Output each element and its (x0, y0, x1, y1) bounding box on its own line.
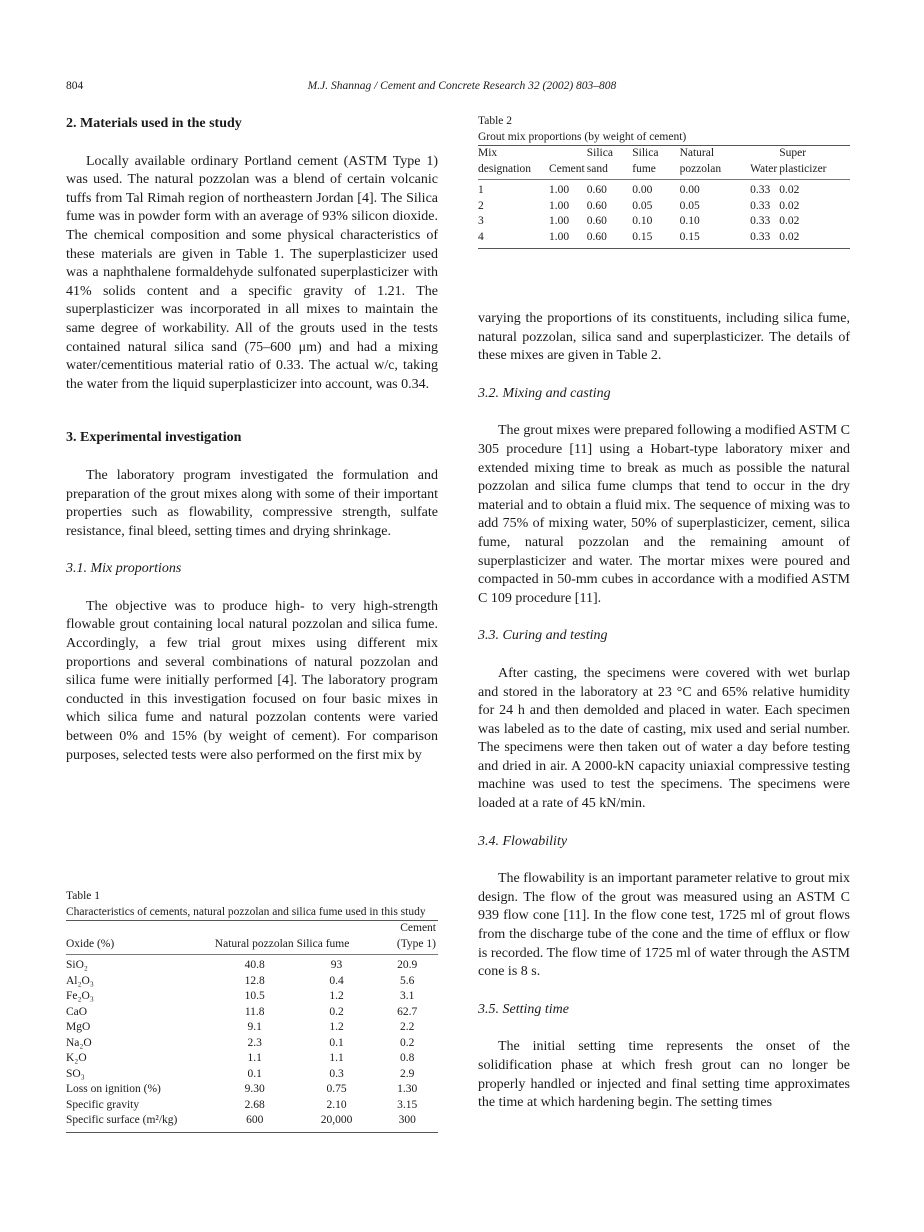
table-cell: 2 (478, 199, 484, 212)
table-cell: 5.6 (400, 974, 415, 987)
table-row (66, 974, 438, 990)
paragraph: The laboratory program investigated the formulation and preparation of the grout mixes along with some of their important properties such as flowability, compressive strength, sulfate resistance, final bleed, setting times and drying shrinkage. (66, 467, 438, 539)
column-header: Natural pozzolan (214, 937, 294, 950)
table-cell: 93 (330, 959, 343, 971)
section-heading: 2. Materials used in the study (66, 116, 242, 131)
right-column (478, 310, 850, 1113)
table-cell: 0.02 (779, 199, 800, 212)
table-row (66, 1036, 438, 1052)
left-column-top (66, 115, 438, 765)
page-number: 804 (66, 80, 84, 92)
column-header: Natural pozzolan (679, 147, 722, 175)
table-cell: 2.2 (400, 1021, 415, 1033)
table-cell: 2.68 (244, 1098, 265, 1111)
table-row (478, 199, 850, 215)
table-cell: 0.33 (750, 215, 771, 227)
table-cell: 0.3 (329, 1067, 344, 1080)
table-cell: 0.60 (586, 215, 607, 227)
column-header: Silica sand (586, 147, 613, 175)
table-row (66, 1005, 438, 1021)
table-cell: 3.1 (400, 990, 415, 1002)
table-cell: 20.9 (397, 959, 418, 971)
table-cell: 2.10 (326, 1098, 347, 1111)
table-cell: CaO (66, 1005, 88, 1018)
table-cell: Al₂O₃ (66, 974, 94, 987)
table-cell: Na₂O (66, 1036, 92, 1049)
table-cell: 0.60 (586, 199, 607, 212)
table-cell: 1.1 (247, 1052, 262, 1064)
table-cell: 0.2 (329, 1005, 344, 1018)
table-cell: 2.3 (247, 1036, 262, 1049)
table-cell: 0.60 (586, 230, 607, 243)
table-cell: 1.00 (548, 184, 570, 196)
table-cell: 0.02 (779, 184, 800, 196)
table-cell: Specific gravity (66, 1098, 140, 1111)
table-row (66, 1067, 438, 1083)
table-row (66, 1098, 438, 1114)
table-cell: 3 (478, 215, 484, 227)
table-cell: 0.05 (632, 199, 653, 212)
table-label: Table 2 (478, 115, 513, 127)
column-header: Oxide (%) (66, 937, 115, 950)
column-header: Water (750, 162, 778, 175)
paragraph: Locally available ordinary Portland cement (ASTM Type 1) was used. The natural pozzolan was a blend of certain volcanic tuffs from Tal Rimah region of northeastern Jordan [4]. The Silica fume was in powder form with an average of 93% silicon dioxide. The chemical composition and some physical characteristics of these materials are given in Table 1. The superplasticizer used was a naphthalene formaldehyde sulfonated superplasticizer with 41% solids content and a specific gravity of 1.21. The superplasticizer was incorporated in all mixes to maintain the same degree of workability. All of the grouts used in the tests contained natural silica sand (75–600 μm) and had a mixing water/cementitious material ratio of 0.33. The actual w/c, taking the water from the liquid superplasticizer into account, was 0.34. (66, 153, 438, 392)
table-cell: 1.30 (397, 1083, 418, 1095)
table-cell: 0.2 (400, 1036, 415, 1049)
table-cell: 0.33 (750, 230, 771, 243)
column-header: Cement (548, 162, 585, 175)
table-row (66, 989, 438, 1005)
table-cell: 1.00 (548, 230, 570, 243)
paragraph: After casting, the specimens were covered with wet burlap and stored in the laboratory at 23 °C and 65% relative humidity for 24 h and then demolded and placed in water. Each specimen was labeled as to the date of casting, mix used and serial number. The specimens were then taken out of water a day before testing and dried in air. A 2000-kN capacity uniaxial compressive testing machine was used to test the specimens. The specimens were loaded at a rate of 45 kN/min. (478, 665, 850, 812)
column-header: Super plasticizer (779, 147, 827, 175)
table-cell: 1.2 (329, 990, 344, 1002)
column-header: Silica fume (296, 937, 350, 950)
table-cell: 0.15 (632, 230, 653, 243)
table-cell: 0.05 (679, 199, 700, 212)
table-cell: 12.8 (244, 974, 265, 987)
table-row (66, 1051, 438, 1067)
table-row (478, 180, 850, 199)
table-cell: 40.8 (244, 959, 265, 971)
running-title: M.J. Shannag / Cement and Concrete Research 32 (2002) 803–808 (307, 80, 617, 92)
table-cell: 1.00 (548, 199, 570, 212)
table-cell: 4 (478, 230, 484, 243)
table-cell: 600 (246, 1114, 264, 1126)
paragraph: The grout mixes were prepared following a modified ASTM C 305 procedure [11] using a Hobart-type laboratory mixer and extended mixing time to break as much as possible the natural pozzolan and silica fume clumps that tend to occur in the dry material and to obtain a fluid mix. The sequence of mixing was to add 75% of mixing water, 50% of superplasticizer, cement, silica fume, natural pozzolan and the remaining amount of superplasticizer and water. The mortar mixes were poured and compacted in 50-mm cubes in accordance with a modified ASTM C 109 procedure [11]. (478, 423, 850, 606)
table-cell: 1.1 (329, 1052, 344, 1064)
table-cell: 0.60 (586, 184, 607, 196)
table-cell: SiO₂ (66, 959, 88, 971)
column-header: Mix designation (478, 147, 532, 175)
table-cell: 0.15 (679, 230, 700, 243)
table-cell: 1 (478, 184, 484, 196)
table-cell: MgO (66, 1021, 91, 1033)
table-cell: Specific surface (m²/kg) (66, 1114, 178, 1126)
table-cell: 9.1 (247, 1021, 262, 1033)
table-2 (478, 114, 850, 249)
table-cell: Fe₂O₃ (66, 990, 94, 1002)
table-row (478, 230, 850, 249)
table-row (66, 1020, 438, 1036)
table-cell: 1.00 (548, 215, 570, 227)
subsection-heading: 3.2. Mixing and casting (478, 385, 611, 401)
table-cell: 3.15 (397, 1098, 418, 1111)
table-cell: 0.10 (679, 215, 700, 227)
column-header: Cement (Type 1) (396, 922, 436, 950)
subsection-heading: 3.3. Curing and testing (478, 628, 608, 644)
subsection-heading: 3.4. Flowability (478, 833, 568, 849)
subsection-heading: 3.1. Mix proportions (66, 561, 182, 577)
table-cell: 0.02 (779, 215, 800, 227)
table-cell: Loss on ignition (%) (66, 1083, 161, 1095)
table-cell: 0.33 (750, 199, 771, 212)
table-cell: SO₃ (66, 1067, 85, 1080)
column-header: Silica fume (632, 147, 659, 175)
table-caption: Grout mix proportions (by weight of cement) (478, 130, 687, 143)
table-cell: 11.8 (244, 1005, 265, 1018)
table-label: Table 1 (66, 890, 101, 902)
table-row (478, 214, 850, 230)
table-cell: 0.10 (632, 215, 653, 227)
paragraph: The objective was to produce high- to very high-strength flowable grout containing local natural pozzolan and silica fume. Accordingly, a few trial grout mixes using different mix proportions and several combinations of natural pozzolan and silica fume were initially performed [4]. The laboratory program conducted in this investigation focused on four basic mixes in which silica fume and natural pozzolan contents were varied between 0% and 15% (by weight of cement). For comparison purposes, selected tests were also performed on the first mix by (66, 598, 438, 763)
table-cell: 9.30 (244, 1083, 265, 1095)
table-cell: 0.1 (329, 1036, 344, 1049)
table-cell: 20,000 (320, 1114, 353, 1126)
section-heading: 3. Experimental investigation (66, 430, 242, 446)
table-cell: 0.8 (400, 1052, 415, 1064)
subsection-heading: 3.5. Setting time (478, 1001, 569, 1017)
paragraph: The initial setting time represents the onset of the solidification phase at which fresh grout can no longer be properly handled or injected and final setting time approximates the time at which hardening begin. The setting times (478, 1039, 850, 1111)
table-row (66, 1113, 438, 1132)
paragraph: varying the proportions of its constituents, including silica fume, natural pozzolan, silica sand and superplasticizer. The details of these mixes are given in Table 2. (478, 311, 850, 364)
table-row (66, 955, 438, 974)
table-cell: 300 (398, 1114, 416, 1126)
table-row (66, 1082, 438, 1098)
table-cell: 62.7 (397, 1005, 418, 1018)
table-cell: 0.4 (329, 974, 344, 987)
table-cell: 0.02 (779, 230, 800, 243)
table-cell: K₂O (66, 1052, 87, 1064)
paragraph: The flowability is an important parameter relative to grout mix design. The flow of the grout was measured using an ASTM C 939 flow cone [11]. In the flow cone test, 1725 ml of grout flows from the discharge tube of the cone and the time of efflux or flow is recorded. The flow time of 1725 ml of water through the ASTM cone is 8 s. (478, 871, 850, 980)
table-cell: 0.75 (326, 1083, 347, 1095)
table-cell: 2.9 (400, 1067, 415, 1080)
table-cell: 1.2 (329, 1021, 344, 1033)
table-cell: 0.33 (750, 184, 771, 196)
table-cell: 0.00 (679, 184, 700, 196)
table-caption: Characteristics of cements, natural pozzolan and silica fume used in this study (66, 905, 426, 918)
table-cell: 0.00 (632, 184, 653, 196)
table-cell: 10.5 (244, 990, 265, 1002)
table-1 (66, 889, 438, 1133)
table-cell: 0.1 (247, 1067, 262, 1080)
